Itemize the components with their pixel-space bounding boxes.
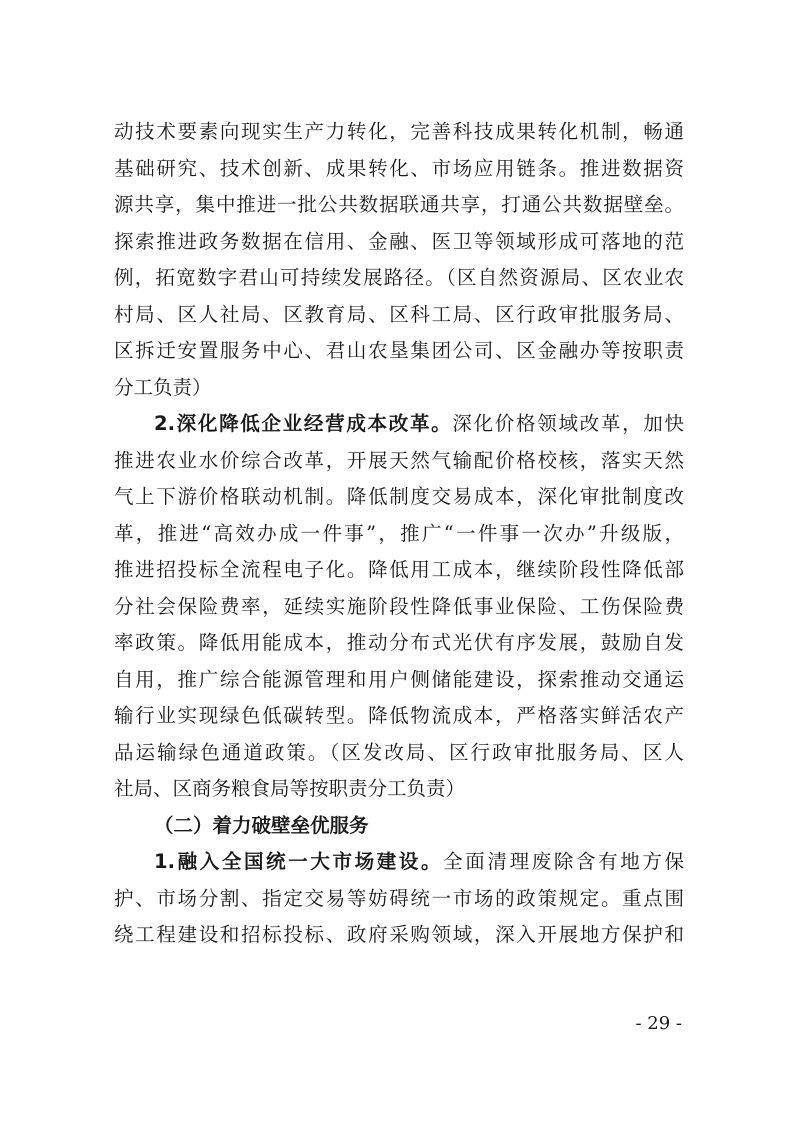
body-text-line: 区拆迁安置服务中心、君山农垦集团公司、区金融办等按职责 [114,339,684,362]
item-heading: 1.融入全国统一大市场建设。 [154,850,444,873]
body-text-line: 率政策。降低用能成本，推动分布式光伏有序发展，鼓励自发 [114,631,684,654]
body-text-line: 品运输绿色通道政策。（区发改局、区行政审批服务局、区人 [114,740,684,764]
body-text-line: 源共享，集中推进一批公共数据联通共享，打通公共数据壁垒。 [114,193,684,216]
body-text-line: 推进招投标全流程电子化。降低用工成本，继续阶段性降低部 [114,558,684,581]
body-text-line: 社局、区商务粮食局等按职责分工负责） [114,777,466,800]
body-text-line: 革，推进“高效办成一件事”，推广“一件事一次办”升级版， [114,521,684,545]
body-text-line: 自用，推广综合能源管理和用户侧储能建设，探索推动交通运 [114,667,684,691]
section-heading: （二）着力破壁垒优服务 [154,813,369,837]
body-text-line: 例，拓宽数字君山可持续发展路径。（区自然资源局、区农业农 [114,266,684,289]
body-text-line: 护、市场分割、指定交易等妨碍统一市场的政策规定。重点围 [114,886,684,910]
body-text-line: 气上下游价格联动机制。降低制度交易成本，深化审批制度改 [114,485,684,508]
body-text-line: 基础研究、技术创新、成果转化、市场应用链条。推进数据资 [114,156,684,180]
page-number: - 29 - [635,1013,682,1034]
paragraph-first-line [114,406,684,443]
body-text-line: 探索推进政务数据在信用、金融、医卫等领域形成可落地的范 [114,229,684,253]
body-text-line: 分工负责） [114,375,212,399]
body-text-line: 动技术要素向现实生产力转化，完善科技成果转化机制，畅通 [114,120,684,143]
body-text-line: 推进农业水价综合改革，开展天然气输配价格校核，落实天然 [114,448,684,472]
body-text-line: 村局、区人社局、区教育局、区科工局、区行政审批服务局、 [114,302,684,326]
body-text-line: 绕工程建设和招标投标、政府采购领域，深入开展地方保护和 [114,923,684,946]
body-text-line: 输行业实现绿色低碳转型。降低物流成本，严格落实鲜活农产 [114,704,684,727]
document-body [114,114,684,954]
body-text-line: 分社会保险费率，延续实施阶段性降低事业保险、工伤保险费 [114,594,684,618]
item-heading: 2.深化降低企业经营成本改革。 [154,412,453,435]
paragraph-first-line [114,844,684,881]
body-text: 全面清理废除含有地方保 [443,850,684,873]
body-text: 深化价格领域改革，加快 [452,412,684,435]
